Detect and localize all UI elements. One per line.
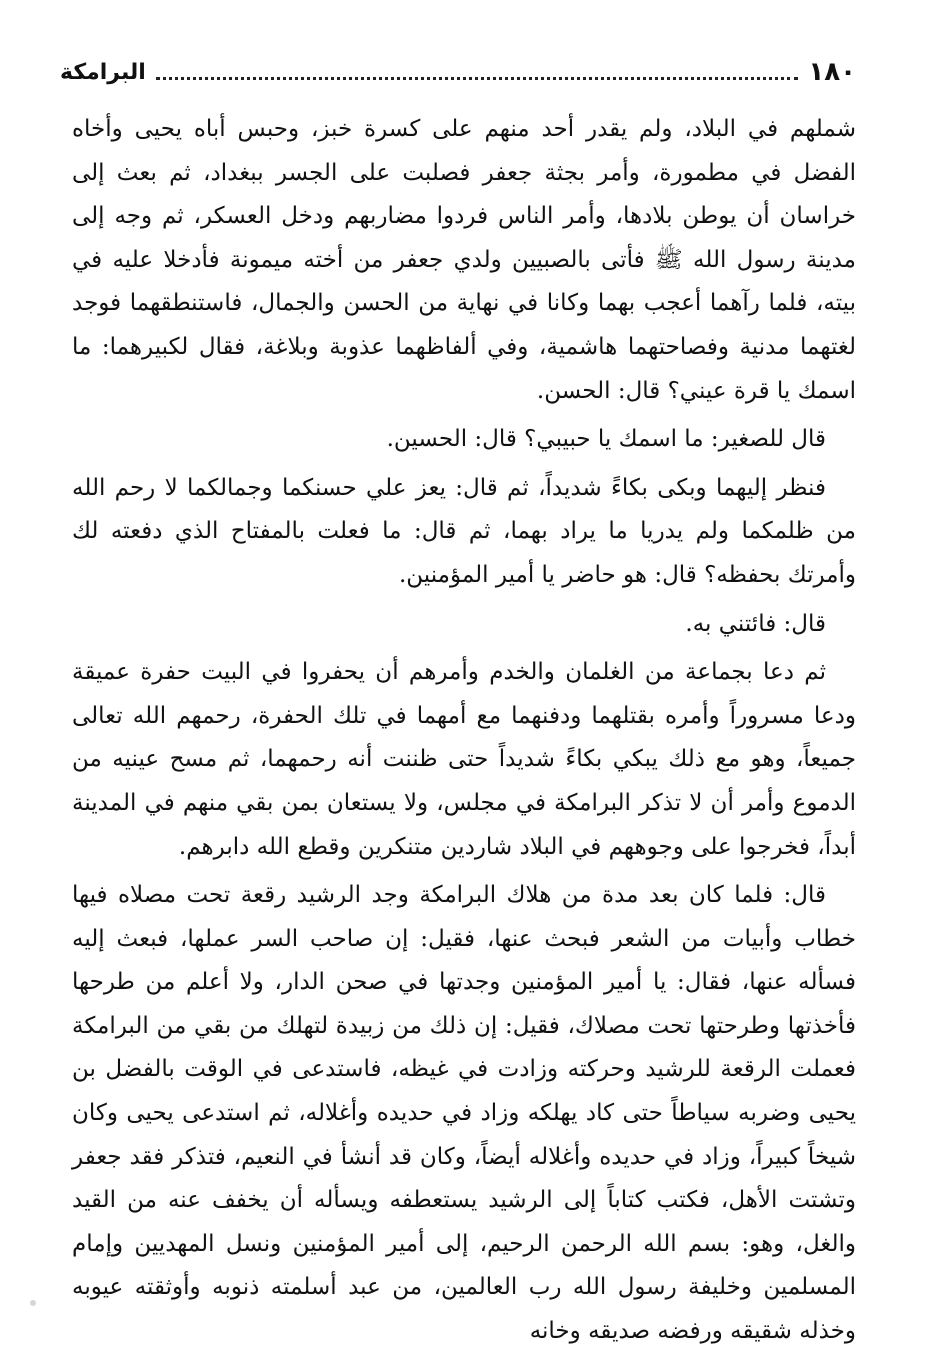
paragraph-4: قال: فائتني به.: [685, 610, 826, 637]
page-number: ١٨٠: [808, 57, 856, 87]
paragraph-2: قال للصغير: ما اسمك يا حبيبي؟ قال: الحسين.: [386, 426, 826, 453]
paragraph-1: شملهم في البلاد، ولم يقدر أحد منهم على كسرة خبز، وحبس أباه يحيى وأخاه الفضل في مطمورة، وأمر بجثة جعفر فصلبت على الجسر ببغداد، ثم بعث إلى خراسان أن يوطن بلادها، وأمر الناس فردوا مضاربهم ودخل العسكر، ثم وجه إلى مدينة رسول الله ﷺ فأتى بالصبيين ولدي جعفر من أخته ميمونة فأدخلا عليه في بيته، فلما رآهما أعجب بهما وكانا في نهاية من الحسن والجمال، فاستنطقهما فوجد لغتهما مدنية وفصاحتهما هاشمية، وفي ألفاظهما عذوبة وبلاغة، فقال لكبيرهما: ما اسمك يا قرة عيني؟ قال: الحسن.: [72, 116, 856, 404]
paragraph-3: فنظر إليهما وبكى بكاءً شديداً، ثم قال: يعز علي حسنكما وجمالكما لا رحم الله من ظلمكما ولم يدريا ما يراد بهما، ثم قال: ما فعلت بالمفتاح الذي دفعته لك وأمرتك بحفظه؟ قال: هو حاضر يا أمير المؤمنين.: [72, 474, 856, 588]
page-header: [60, 52, 856, 92]
header-dotted-leader: [156, 77, 799, 80]
running-title: البرامكة: [60, 59, 146, 85]
paragraph-6: قال: فلما كان بعد مدة من هلاك البرامكة وجد الرشيد رقعة تحت مصلاه فيها خطاب وأبيات من الشعر فبحث عنها، فقيل: إن صاحب السر عملها، فبعث إليه فسأله عنها، فقال: يا أمير المؤمنين وجدتها في صحن الدار، ولا أعلم من طرحها فأخذتها وطرحتها تحت مصلاك، فقيل: إن ذلك من زبيدة لتهلك من بقي من البرامكة فعملت الرقعة للرشيد وحركته وزادت في غيظه، فاستدعى في الوقت بالفضل بن يحيى وضربه سياطاً حتى كاد يهلكه وزاد في حديده وأغلاله، ثم استدعى يحيى وكان شيخاً كبيراً، وزاد في حديده وأغلاله أيضاً، وكان قد أنشأ في النعيم، فتذكر فقد جعفر وتشتت الأهل، فكتب كتاباً إلى الرشيد يستعطفه ويسأله أن يخفف عنه من القيد والغل، وهو: بسم الله الرحمن الرحيم، إلى أمير المؤمنين ونسل المهديين وإمام المسلمين وخليفة رسول الله رب العالمين، من عبد أسلمته ذنوبه وأوثقته عيوبه وخذله شقيقه ورفضه صديقه وخانه: [72, 882, 856, 1345]
body-text: [72, 108, 856, 1359]
paragraph-5: ثم دعا بجماعة من الغلمان والخدم وأمرهم أن يحفروا في البيت حفرة عميقة ودعا مسروراً وأمره بقتلهما ودفنهما مع أمهما في تلك الحفرة، رحمهم الله تعالى جميعاً، وهو مع ذلك يبكي بكاءً شديداً حتى ظننت أنه رحمهما، ثم مسح عينيه من الدموع وأمر أن لا تذكر البرامكة في مجلس، ولا يستعان بمن بقي منهم في المدينة أبداً، فخرجوا على وجوههم في البلاد شاردين متنكرين وقطع الله دابرهم.: [72, 659, 856, 860]
scan-speck: [30, 1300, 36, 1306]
